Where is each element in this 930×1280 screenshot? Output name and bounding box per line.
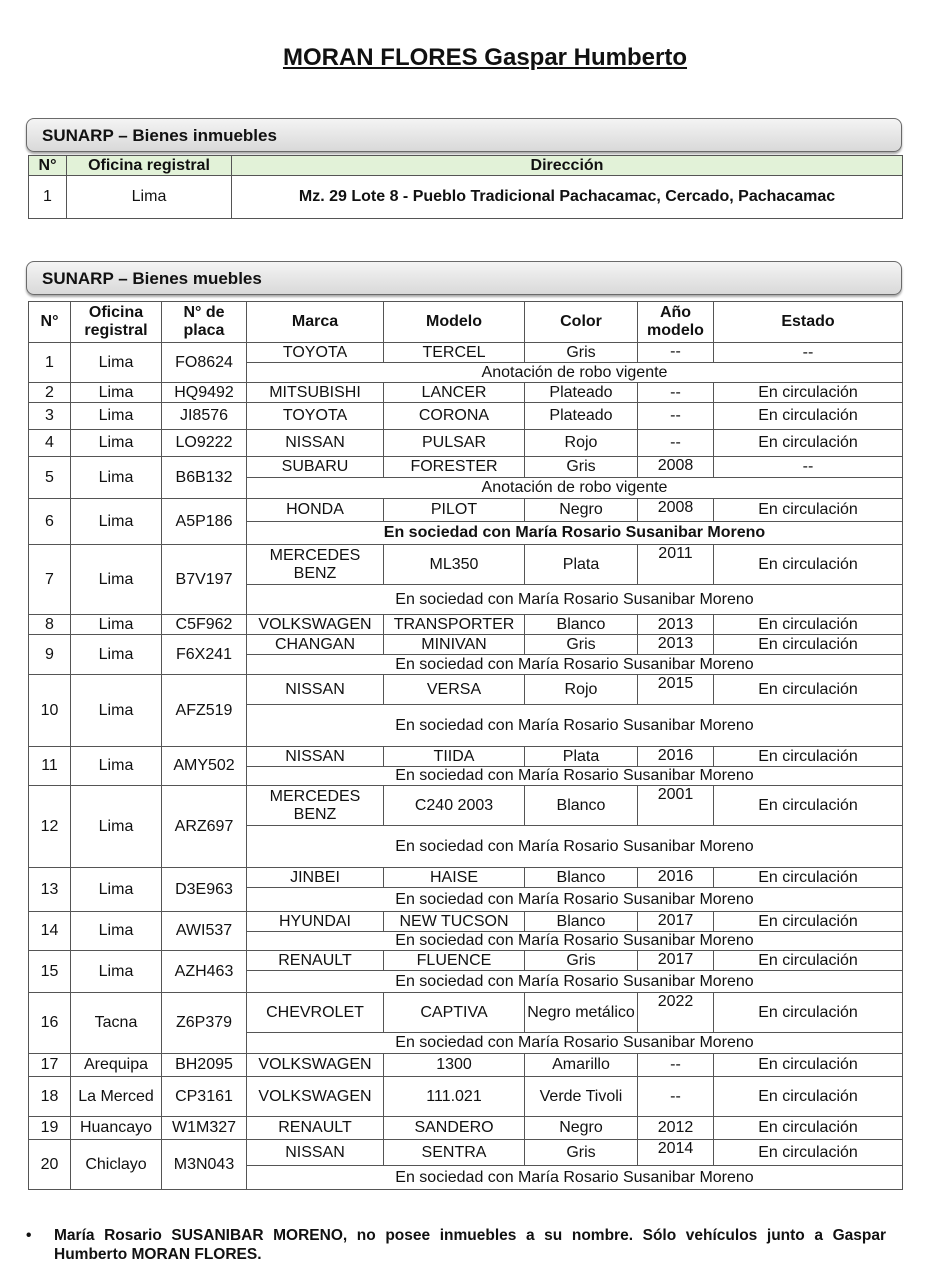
- cell-estado: --: [714, 343, 903, 363]
- cell-placa: F6X241: [162, 635, 247, 675]
- cell-marca: HYUNDAI: [247, 912, 384, 932]
- table-row: [29, 176, 903, 219]
- cell-estado: En circulación: [714, 403, 903, 430]
- cell-placa: B6B132: [162, 457, 247, 499]
- cell-modelo: C240 2003: [384, 786, 525, 826]
- cell-color: Gris: [525, 457, 638, 478]
- inmuebles-table: [28, 155, 903, 219]
- cell-numero: 4: [29, 430, 71, 457]
- cell-placa: Z6P379: [162, 993, 247, 1054]
- cell-note: En sociedad con María Rosario Susanibar Moreno: [247, 932, 903, 951]
- cell-placa: A5P186: [162, 499, 247, 545]
- table-row: [29, 343, 903, 363]
- cell-anio: 2016: [638, 868, 714, 888]
- cell-anio: --: [638, 1054, 714, 1077]
- cell-placa: JI8576: [162, 403, 247, 430]
- cell-note: En sociedad con María Rosario Susanibar Moreno: [247, 767, 903, 786]
- cell-placa: LO9222: [162, 430, 247, 457]
- cell-color: Verde Tivoli: [525, 1077, 638, 1117]
- cell-placa: C5F962: [162, 615, 247, 635]
- cell-color: Plata: [525, 545, 638, 585]
- table-row: [29, 993, 903, 1033]
- cell-color: Blanco: [525, 786, 638, 826]
- cell-color: Gris: [525, 635, 638, 655]
- cell-anio: --: [638, 383, 714, 403]
- bullet-icon: •: [26, 1227, 32, 1244]
- cell-anio: 2001: [638, 786, 714, 826]
- section-heading-inmuebles: SUNARP – Bienes inmuebles: [26, 118, 902, 152]
- cell-numero: 18: [29, 1077, 71, 1117]
- cell-modelo: CORONA: [384, 403, 525, 430]
- cell-oficina: Lima: [67, 176, 232, 219]
- cell-numero: 20: [29, 1140, 71, 1190]
- cell-numero: 5: [29, 457, 71, 499]
- cell-numero: 14: [29, 912, 71, 951]
- cell-modelo: CAPTIVA: [384, 993, 525, 1033]
- cell-marca: MERCEDES BENZ: [247, 786, 384, 826]
- table-row: [29, 615, 903, 635]
- cell-oficina: Arequipa: [71, 1054, 162, 1077]
- cell-estado: En circulación: [714, 868, 903, 888]
- cell-numero: 10: [29, 675, 71, 747]
- cell-marca: VOLKSWAGEN: [247, 1077, 384, 1117]
- cell-oficina: Chiclayo: [71, 1140, 162, 1190]
- cell-modelo: HAISE: [384, 868, 525, 888]
- cell-numero: 1: [29, 176, 67, 219]
- cell-oficina: Lima: [71, 430, 162, 457]
- cell-placa: B7V197: [162, 545, 247, 615]
- table-row: [29, 747, 903, 767]
- cell-oficina: Huancayo: [71, 1117, 162, 1140]
- muebles-table: [28, 301, 903, 1190]
- cell-estado: En circulación: [714, 1140, 903, 1166]
- cell-oficina: Tacna: [71, 993, 162, 1054]
- cell-anio: 2012: [638, 1117, 714, 1140]
- cell-numero: 15: [29, 951, 71, 993]
- cell-marca: CHANGAN: [247, 635, 384, 655]
- cell-modelo: MINIVAN: [384, 635, 525, 655]
- muebles-table-body: [29, 343, 903, 1190]
- cell-color: Rojo: [525, 430, 638, 457]
- cell-estado: En circulación: [714, 430, 903, 457]
- column-header-color: Color: [525, 302, 638, 343]
- cell-anio: 2014: [638, 1140, 714, 1166]
- cell-estado: En circulación: [714, 1054, 903, 1077]
- cell-oficina: Lima: [71, 403, 162, 430]
- cell-numero: 7: [29, 545, 71, 615]
- cell-placa: BH2095: [162, 1054, 247, 1077]
- column-header-oficina: Oficina registral: [67, 156, 232, 176]
- column-header-anio: Año modelo: [638, 302, 714, 343]
- cell-oficina: Lima: [71, 383, 162, 403]
- cell-color: Plata: [525, 747, 638, 767]
- cell-anio: 2013: [638, 635, 714, 655]
- cell-color: Amarillo: [525, 1054, 638, 1077]
- table-row: [29, 457, 903, 478]
- table-row: [29, 1117, 903, 1140]
- cell-oficina: Lima: [71, 615, 162, 635]
- cell-note: En sociedad con María Rosario Susanibar Moreno: [247, 826, 903, 868]
- table-row: [29, 912, 903, 932]
- cell-marca: SUBARU: [247, 457, 384, 478]
- cell-estado: En circulación: [714, 383, 903, 403]
- cell-modelo: TIIDA: [384, 747, 525, 767]
- cell-placa: AZH463: [162, 951, 247, 993]
- cell-note: En sociedad con María Rosario Susanibar Moreno: [247, 888, 903, 912]
- cell-placa: AFZ519: [162, 675, 247, 747]
- column-header-placa: N° de placa: [162, 302, 247, 343]
- cell-modelo: LANCER: [384, 383, 525, 403]
- cell-modelo: TERCEL: [384, 343, 525, 363]
- cell-anio: --: [638, 1077, 714, 1117]
- cell-estado: En circulación: [714, 912, 903, 932]
- cell-numero: 8: [29, 615, 71, 635]
- cell-modelo: FLUENCE: [384, 951, 525, 971]
- table-header-row: [29, 302, 903, 343]
- cell-oficina: Lima: [71, 747, 162, 786]
- cell-modelo: PULSAR: [384, 430, 525, 457]
- cell-oficina: La Merced: [71, 1077, 162, 1117]
- cell-estado: En circulación: [714, 635, 903, 655]
- table-row: [29, 403, 903, 430]
- cell-placa: W1M327: [162, 1117, 247, 1140]
- table-row: [29, 951, 903, 971]
- cell-anio: --: [638, 403, 714, 430]
- cell-oficina: Lima: [71, 786, 162, 868]
- cell-color: Blanco: [525, 912, 638, 932]
- cell-modelo: SENTRA: [384, 1140, 525, 1166]
- table-row: [29, 499, 903, 522]
- cell-color: Blanco: [525, 615, 638, 635]
- cell-anio: 2015: [638, 675, 714, 705]
- cell-note: En sociedad con María Rosario Susanibar Moreno: [247, 522, 903, 545]
- cell-color: Gris: [525, 951, 638, 971]
- cell-placa: M3N043: [162, 1140, 247, 1190]
- cell-color: Plateado: [525, 383, 638, 403]
- cell-marca: NISSAN: [247, 1140, 384, 1166]
- cell-anio: 2011: [638, 545, 714, 585]
- cell-modelo: VERSA: [384, 675, 525, 705]
- cell-marca: NISSAN: [247, 747, 384, 767]
- table-row: [29, 868, 903, 888]
- cell-color: Rojo: [525, 675, 638, 705]
- cell-placa: AWI537: [162, 912, 247, 951]
- cell-marca: VOLKSWAGEN: [247, 1054, 384, 1077]
- table-row: [29, 635, 903, 655]
- cell-numero: 1: [29, 343, 71, 383]
- cell-placa: FO8624: [162, 343, 247, 383]
- cell-numero: 2: [29, 383, 71, 403]
- page-title: MORAN FLORES Gaspar Humberto: [282, 44, 688, 71]
- cell-anio: 2022: [638, 993, 714, 1033]
- cell-numero: 9: [29, 635, 71, 675]
- cell-oficina: Lima: [71, 912, 162, 951]
- table-row: [29, 1140, 903, 1166]
- table-row: [29, 1054, 903, 1077]
- cell-anio: 2008: [638, 457, 714, 478]
- cell-oficina: Lima: [71, 545, 162, 615]
- cell-anio: --: [638, 343, 714, 363]
- column-header-modelo: Modelo: [384, 302, 525, 343]
- cell-numero: 11: [29, 747, 71, 786]
- cell-modelo: SANDERO: [384, 1117, 525, 1140]
- cell-modelo: 1300: [384, 1054, 525, 1077]
- cell-numero: 6: [29, 499, 71, 545]
- cell-placa: HQ9492: [162, 383, 247, 403]
- cell-estado: En circulación: [714, 545, 903, 585]
- cell-estado: En circulación: [714, 786, 903, 826]
- table-header-row: [29, 156, 903, 176]
- table-row: [29, 1077, 903, 1117]
- column-header-numero: N°: [29, 156, 67, 176]
- column-header-direccion: Dirección: [232, 156, 903, 176]
- cell-note: En sociedad con María Rosario Susanibar Moreno: [247, 1166, 903, 1190]
- cell-note: En sociedad con María Rosario Susanibar Moreno: [247, 585, 903, 615]
- cell-numero: 13: [29, 868, 71, 912]
- cell-anio: --: [638, 430, 714, 457]
- cell-modelo: PILOT: [384, 499, 525, 522]
- cell-modelo: TRANSPORTER: [384, 615, 525, 635]
- cell-numero: 19: [29, 1117, 71, 1140]
- cell-modelo: FORESTER: [384, 457, 525, 478]
- cell-direccion: Mz. 29 Lote 8 - Pueblo Tradicional Pachacamac, Cercado, Pachacamac: [232, 176, 903, 219]
- cell-numero: 3: [29, 403, 71, 430]
- cell-anio: 2013: [638, 615, 714, 635]
- cell-placa: CP3161: [162, 1077, 247, 1117]
- cell-color: Negro: [525, 499, 638, 522]
- cell-marca: NISSAN: [247, 430, 384, 457]
- cell-marca: NISSAN: [247, 675, 384, 705]
- cell-color: Plateado: [525, 403, 638, 430]
- cell-color: Gris: [525, 343, 638, 363]
- cell-placa: D3E963: [162, 868, 247, 912]
- cell-marca: MERCEDES BENZ: [247, 545, 384, 585]
- cell-color: Negro metálico: [525, 993, 638, 1033]
- cell-numero: 12: [29, 786, 71, 868]
- cell-oficina: Lima: [71, 868, 162, 912]
- column-header-marca: Marca: [247, 302, 384, 343]
- table-row: [29, 675, 903, 705]
- cell-estado: En circulación: [714, 747, 903, 767]
- cell-note: En sociedad con María Rosario Susanibar Moreno: [247, 1033, 903, 1054]
- cell-modelo: 111.021: [384, 1077, 525, 1117]
- section-heading-muebles: SUNARP – Bienes muebles: [26, 261, 902, 295]
- cell-note: Anotación de robo vigente: [247, 363, 903, 383]
- cell-anio: 2017: [638, 912, 714, 932]
- cell-marca: HONDA: [247, 499, 384, 522]
- cell-color: Blanco: [525, 868, 638, 888]
- cell-anio: 2017: [638, 951, 714, 971]
- footnote-text: María Rosario SUSANIBAR MORENO, no posee inmuebles a su nombre. Sólo vehículos junto a Gaspar Humberto MORAN FLORES.: [54, 1227, 886, 1263]
- cell-oficina: Lima: [71, 499, 162, 545]
- cell-marca: CHEVROLET: [247, 993, 384, 1033]
- cell-note: En sociedad con María Rosario Susanibar Moreno: [247, 655, 903, 675]
- table-row: [29, 545, 903, 585]
- cell-note: En sociedad con María Rosario Susanibar Moreno: [247, 971, 903, 993]
- cell-marca: TOYOTA: [247, 403, 384, 430]
- cell-marca: RENAULT: [247, 1117, 384, 1140]
- cell-anio: 2008: [638, 499, 714, 522]
- cell-note: En sociedad con María Rosario Susanibar Moreno: [247, 705, 903, 747]
- cell-note: Anotación de robo vigente: [247, 478, 903, 499]
- cell-estado: En circulación: [714, 499, 903, 522]
- footnote: [26, 1226, 886, 1264]
- cell-estado: En circulación: [714, 675, 903, 705]
- cell-placa: AMY502: [162, 747, 247, 786]
- table-row: [29, 430, 903, 457]
- cell-marca: JINBEI: [247, 868, 384, 888]
- cell-placa: ARZ697: [162, 786, 247, 868]
- cell-estado: En circulación: [714, 951, 903, 971]
- cell-estado: En circulación: [714, 615, 903, 635]
- cell-numero: 17: [29, 1054, 71, 1077]
- column-header-oficina: Oficina registral: [71, 302, 162, 343]
- cell-marca: MITSUBISHI: [247, 383, 384, 403]
- column-header-numero: N°: [29, 302, 71, 343]
- cell-marca: TOYOTA: [247, 343, 384, 363]
- cell-oficina: Lima: [71, 343, 162, 383]
- cell-estado: En circulación: [714, 1117, 903, 1140]
- cell-oficina: Lima: [71, 951, 162, 993]
- cell-estado: En circulación: [714, 1077, 903, 1117]
- cell-estado: --: [714, 457, 903, 478]
- cell-marca: VOLKSWAGEN: [247, 615, 384, 635]
- cell-numero: 16: [29, 993, 71, 1054]
- column-header-estado: Estado: [714, 302, 903, 343]
- cell-marca: RENAULT: [247, 951, 384, 971]
- cell-oficina: Lima: [71, 675, 162, 747]
- cell-color: Gris: [525, 1140, 638, 1166]
- cell-modelo: ML350: [384, 545, 525, 585]
- cell-estado: En circulación: [714, 993, 903, 1033]
- cell-oficina: Lima: [71, 635, 162, 675]
- table-row: [29, 383, 903, 403]
- cell-oficina: Lima: [71, 457, 162, 499]
- table-row: [29, 786, 903, 826]
- cell-color: Negro: [525, 1117, 638, 1140]
- cell-modelo: NEW TUCSON: [384, 912, 525, 932]
- cell-anio: 2016: [638, 747, 714, 767]
